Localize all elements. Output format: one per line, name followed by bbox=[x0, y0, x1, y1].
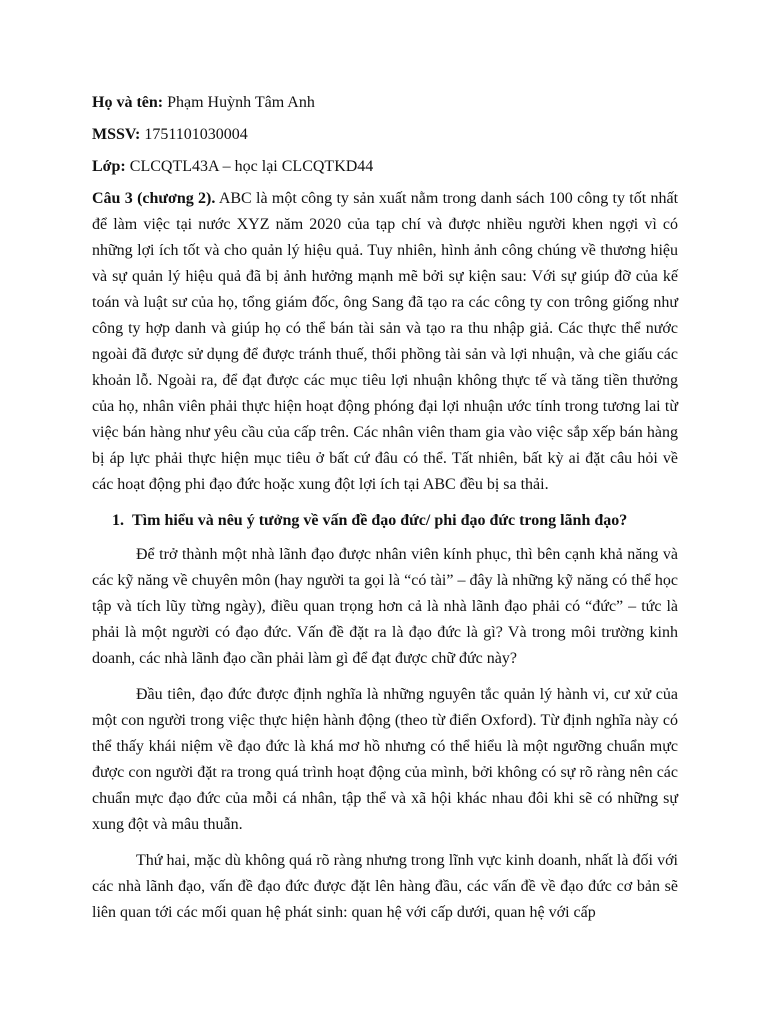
section-heading bbox=[92, 508, 678, 534]
student-class-value: CLCQTL43A – học lại CLCQTKD44 bbox=[129, 158, 374, 175]
question-paragraph bbox=[92, 186, 678, 498]
body-paragraph-3: Thứ hai, mặc dù không quá rõ ràng nhưng trong lĩnh vực kinh doanh, nhất là đối với các nhà lãnh đạo, vấn đề đạo đức được đặt lên hàng đầu, các vấn đề về đạo đức cơ bản sẽ liên quan tới các mối quan hệ phát sinh: quan hệ với cấp dưới, quan hệ với cấp bbox=[92, 852, 678, 921]
student-id-value: 1751101030004 bbox=[144, 126, 248, 143]
body-paragraph-2: Đầu tiên, đạo đức được định nghĩa là những nguyên tắc quản lý hành vi, cư xử của một con người trong việc thực hiện hành động (theo từ điển Oxford). Từ định nghĩa này có thể thấy khái niệm về đạo đức là khá mơ hồ nhưng có thể hiểu là một ngưỡng chuẩn mực được con người đặt ra trong quá trình hoạt động của mình, bởi không có sự rõ ràng nên các chuẩn mực đạo đức của mỗi cá nhân, tập thể và xã hội khác nhau đôi khi sẽ có những sự xung đột và mâu thuẫn. bbox=[92, 686, 678, 833]
student-class-line bbox=[92, 154, 678, 180]
section-heading-text: Tìm hiểu và nêu ý tưởng về vấn đề đạo đức/ phi đạo đức trong lãnh đạo? bbox=[132, 512, 628, 529]
document-page bbox=[92, 90, 678, 936]
student-name-label: Họ và tên: bbox=[92, 94, 164, 111]
body-paragraph-1: Để trở thành một nhà lãnh đạo được nhân viên kính phục, thì bên cạnh khả năng và các kỹ năng về chuyên môn (hay người ta gọi là “có tài” – đây là những kỹ năng có thể học tập và tích lũy từng ngày), điều quan trọng hơn cả là nhà lãnh đạo phải có “đức” – tức là phải là một người có đạo đức. Vấn đề đặt ra là đạo đức là gì? Và trong môi trường kinh doanh, các nhà lãnh đạo cần phải làm gì để đạt được chữ đức này? bbox=[92, 546, 678, 667]
section-number: 1. bbox=[112, 512, 124, 529]
question-title: Câu 3 (chương 2). bbox=[92, 190, 216, 207]
student-id-label: MSSV: bbox=[92, 126, 141, 143]
student-class-label: Lớp: bbox=[92, 158, 126, 175]
student-name-value: Phạm Huỳnh Tâm Anh bbox=[167, 94, 315, 111]
student-name-line bbox=[92, 90, 678, 116]
question-body: ABC là một công ty sản xuất nằm trong danh sách 100 công ty tốt nhất để làm việc tại nước XYZ năm 2020 của tạp chí và được nhiều người khen ngợi vì có những lợi ích tốt và cho quản lý hiệu quả. Tuy nhiên, hình ảnh công chúng về thương hiệu và sự quản lý hiệu quả đã bị ảnh hưởng mạnh mẽ bởi sự kiện sau: Với sự giúp đỡ của kế toán và luật sư của họ, tổng giám đốc, ông Sang đã tạo ra các công ty con trông giống như công ty hợp danh và giúp họ có thể bán tài sản và tạo ra thu nhập giả. Các thực thể nước ngoài đã được sử dụng để được tránh thuế, thổi phồng tài sản và lợi nhuận, và che giấu các khoản lỗ. Ngoài ra, để đạt được các mục tiêu lợi nhuận không thực tế và tăng tiền thưởng của họ, nhân viên phải thực hiện hoạt động phóng đại lợi nhuận ước tính trong tương lai từ việc bán hàng như yêu cầu của cấp trên. Các nhân viên tham gia vào việc sắp xếp bán hàng bị áp lực phải thực hiện mục tiêu ở bất cứ đâu có thể. Tất nhiên, bất kỳ ai đặt câu hỏi về các hoạt động phi đạo đức hoặc xung đột lợi ích tại ABC đều bị sa thải. bbox=[92, 190, 679, 493]
student-id-line bbox=[92, 122, 678, 148]
